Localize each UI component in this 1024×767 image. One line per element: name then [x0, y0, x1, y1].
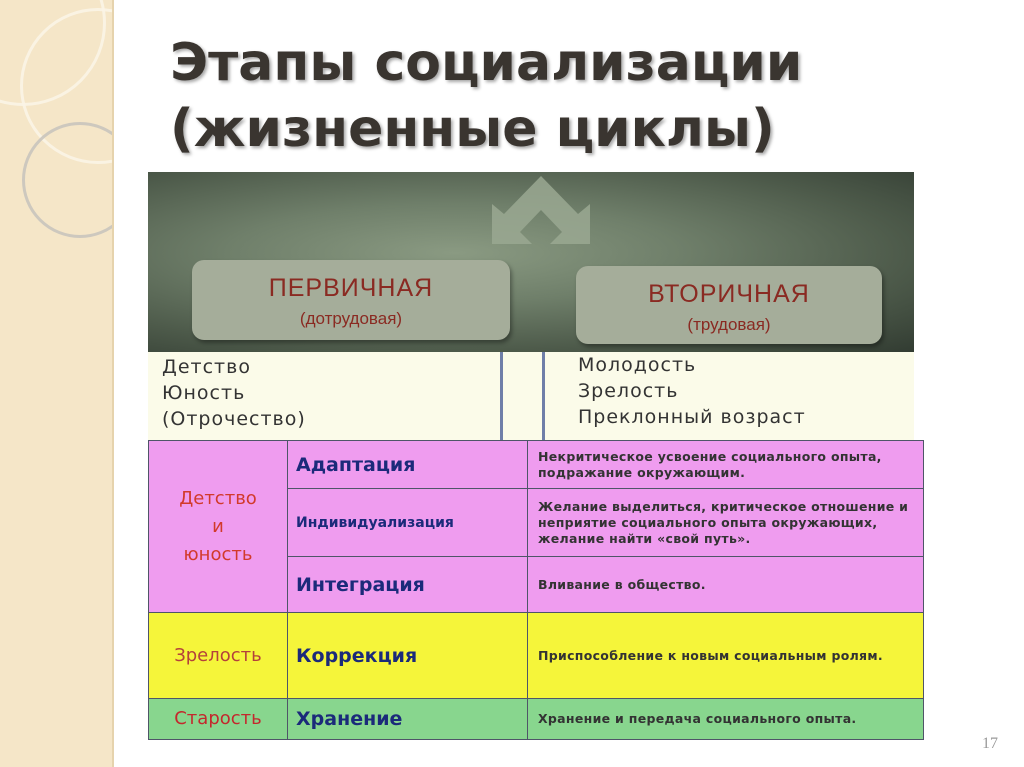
- secondary-socialization-box: [576, 266, 882, 344]
- decorative-ring: [22, 122, 112, 238]
- secondary-title: ВТОРИЧНАЯ: [648, 280, 810, 308]
- secondary-stage-list: [578, 352, 806, 430]
- phase-name: Коррекция: [288, 613, 528, 699]
- phase-name: Индивидуализация: [288, 489, 528, 557]
- double-arrow-icon: [486, 174, 596, 246]
- table-row: [149, 699, 924, 740]
- slide-title: [170, 30, 970, 162]
- socialization-phases-table: [148, 440, 924, 740]
- phase-name: Интеграция: [288, 557, 528, 613]
- stage-divider-line: [500, 352, 503, 440]
- primary-subtitle: (дотрудовая): [299, 309, 403, 328]
- phase-name: Адаптация: [288, 441, 528, 489]
- secondary-subtitle: (трудовая): [687, 315, 771, 334]
- age-cell: Старость: [149, 699, 288, 740]
- stage-item: Детство: [162, 356, 251, 378]
- stage-item: Молодость: [578, 354, 697, 376]
- strip-divider: [112, 0, 114, 767]
- primary-title: ПЕРВИЧНАЯ: [268, 274, 434, 302]
- socialization-diagram: [148, 172, 914, 440]
- diagram-header-panel: [148, 172, 914, 352]
- table-row: [149, 441, 924, 489]
- phase-name: Хранение: [288, 699, 528, 740]
- age-cell: Зрелость: [149, 613, 288, 699]
- phase-description: Желание выделиться, критическое отношение и неприятие социального опыта окружающих, желание найти «свой путь».: [528, 489, 924, 557]
- phase-description: Приспособление к новым социальным ролям.: [528, 613, 924, 699]
- primary-stage-list: [162, 354, 306, 432]
- stages-panel: [148, 352, 914, 440]
- title-line-2: (жизненные циклы): [170, 99, 775, 159]
- table-row: [149, 613, 924, 699]
- stage-item: (Отрочество): [162, 408, 306, 430]
- age-label: Детство и юность: [179, 487, 257, 565]
- decorative-left-strip: [0, 0, 112, 767]
- age-cell: [149, 441, 288, 613]
- phase-description: Хранение и передача социального опыта.: [528, 699, 924, 740]
- page-number: 17: [982, 735, 998, 752]
- stage-item: Юность: [162, 382, 246, 404]
- stage-item: Преклонный возраст: [578, 406, 806, 428]
- stage-item: Зрелость: [578, 380, 679, 402]
- title-line-1: Этапы социализации: [170, 33, 803, 93]
- stage-divider-line: [542, 352, 545, 440]
- phase-description: Вливание в общество.: [528, 557, 924, 613]
- primary-socialization-box: [192, 260, 510, 340]
- phase-description: Некритическое усвоение социального опыта, подражание окружающим.: [528, 441, 924, 489]
